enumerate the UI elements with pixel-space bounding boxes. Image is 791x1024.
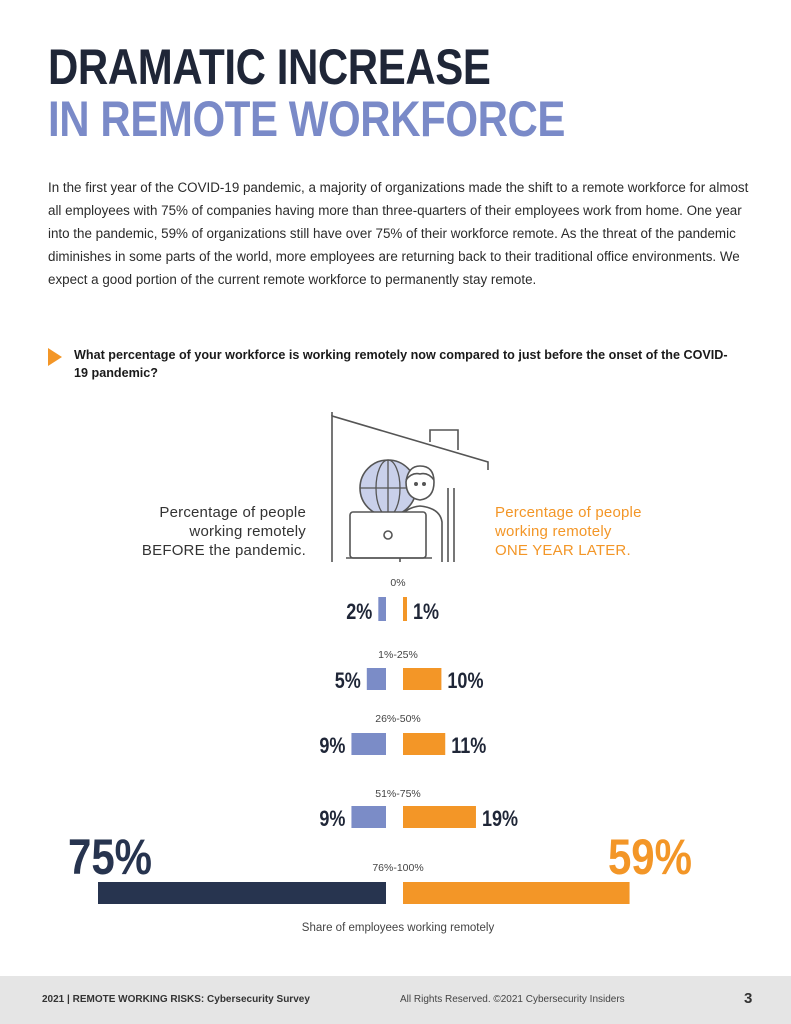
category-label: 51%-75%	[375, 788, 421, 800]
bar-after	[403, 597, 407, 621]
bar-before	[98, 882, 386, 904]
value-label-before: 75%	[68, 828, 153, 885]
footer-report-title: 2021 | REMOTE WORKING RISKS: Cybersecurity Survey	[42, 994, 310, 1005]
bar-after	[403, 882, 630, 904]
bar-after	[403, 733, 445, 755]
after-label-line: Percentage of people	[495, 504, 642, 521]
survey-question: What percentage of your workforce is working remotely now compared to just before the onset of the COVID-19 pandemic?	[74, 348, 728, 380]
value-label-after: 59%	[607, 828, 692, 885]
bar-after	[403, 668, 441, 690]
value-label-after: 11%	[451, 734, 487, 759]
footer-copyright: All Rights Reserved. ©2021 Cybersecurity Insiders	[400, 994, 625, 1005]
page-footer	[0, 976, 791, 1024]
before-label-line: BEFORE the pandemic.	[141, 542, 306, 559]
bar-before	[351, 733, 386, 755]
after-label-line: working remotely	[495, 523, 612, 540]
before-label-line: Percentage of people	[159, 504, 306, 521]
category-label: 0%	[390, 577, 406, 589]
before-label-line: working remotely	[189, 523, 306, 540]
page-title-line-2: IN REMOTE WORKFORCE	[48, 91, 566, 147]
value-label-before: 9%	[319, 807, 346, 832]
value-label-after: 19%	[481, 807, 519, 832]
value-label-before: 2%	[346, 600, 373, 625]
category-label: 26%-50%	[375, 713, 421, 725]
value-label-before: 5%	[334, 669, 361, 694]
bar-before	[351, 806, 386, 828]
x-axis-title: Share of employees working remotely	[301, 922, 495, 934]
value-label-after: 1%	[413, 600, 440, 625]
bar-before	[367, 668, 386, 690]
value-label-before: 9%	[319, 734, 346, 759]
page-number: 3	[744, 990, 753, 1007]
after-label-line: ONE YEAR LATER.	[495, 542, 631, 559]
page-title-line-1: DRAMATIC INCREASE	[48, 39, 491, 95]
intro-paragraph: In the first year of the COVID-19 pandemic, a majority of organizations made the shift to a remote workforce for almost all employees with 75% of companies having more than three-quarters of their employees work from home. One year into the pandemic, 59% of organizations still have over 75% of their workforce remote. As the threat of the pandemic diminishes in some parts of the world, more employees are returning back to their traditional office environments. We expect a good portion of the current remote workforce to permanently stay remote.	[48, 180, 749, 287]
value-label-after: 10%	[447, 669, 484, 694]
bar-after	[403, 806, 476, 828]
category-label: 76%-100%	[372, 862, 424, 874]
category-label: 1%-25%	[378, 649, 418, 661]
bar-before	[378, 597, 386, 621]
